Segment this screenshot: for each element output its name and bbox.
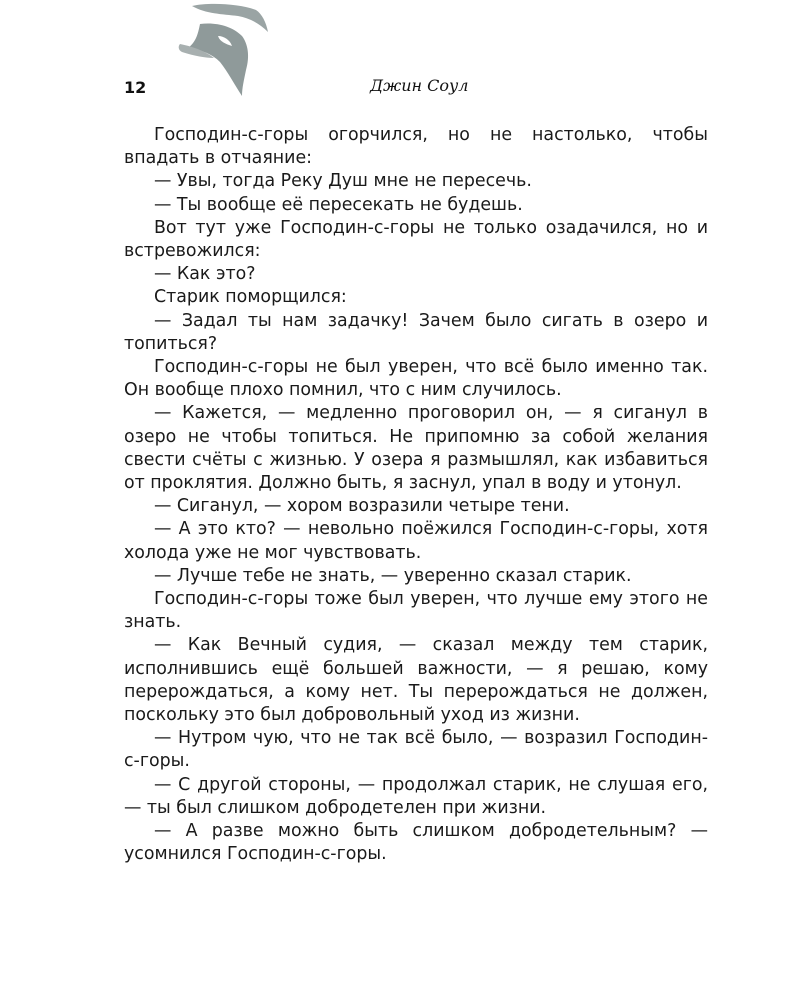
paragraph: — Как это? bbox=[154, 264, 256, 285]
paragraph: — А разве можно быть слишком добродетельным? — усомнился Господин-с-горы. bbox=[124, 821, 708, 865]
paragraph: — Лучше тебе не знать, — уверенно сказал старик. bbox=[154, 565, 632, 586]
paragraph: — Сиганул, — хором возразили четыре тени. bbox=[154, 496, 570, 517]
paragraph: — Увы, тогда Реку Душ мне не пересечь. bbox=[154, 171, 532, 192]
paragraph: Господин-с-горы огорчился, но не настолько, чтобы впадать в отчаяние: bbox=[124, 125, 708, 169]
paragraph: Господин-с-горы не был уверен, что всё было именно так. Он вообще плохо помнил, что с ним случилось. bbox=[124, 357, 708, 401]
paragraph: Вот тут уже Господин-с-горы не только озадачился, но и встревожился: bbox=[124, 217, 708, 262]
paragraph: — Задал ты нам задачку! Зачем было сигать в озеро и топиться? bbox=[124, 310, 708, 354]
body-text bbox=[124, 124, 708, 867]
paragraph: Старик поморщился: bbox=[154, 287, 347, 308]
paragraph: — А это кто? — невольно поёжился Господин-с-горы, хотя холода уже не мог чувствовать. bbox=[124, 519, 708, 563]
paragraph: — Как Вечный судия, — сказал между тем старик, исполнившись ещё большей важности, — я решаю, кому перерождаться, а кому нет. Ты перерождаться не должен, поскольку это был добровольный уход из жизни. bbox=[124, 635, 708, 726]
page-number: 12 bbox=[124, 78, 147, 97]
page-header bbox=[124, 76, 708, 104]
paragraph: — С другой стороны, — продолжал старик, не слушая его, — ты был слишком добродетелен при жизни. bbox=[124, 774, 708, 818]
paragraph: — Кажется, — медленно проговорил он, — я сиганул в озеро не чтобы топиться. Не припомню за собой желания свести счёты с жизнью. У озера я размышлял, как избавиться от проклятия. Должно быть, я заснул, упал в воду и утонул. bbox=[124, 403, 708, 494]
paragraph: Господин-с-горы тоже был уверен, что лучше ему этого не знать. bbox=[124, 589, 708, 633]
paragraph: — Нутром чую, что не так всё было, — возразил Господин-с-горы. bbox=[124, 728, 708, 772]
running-title: Джин Соул bbox=[370, 76, 469, 95]
paragraph: — Ты вообще её пересекать не будешь. bbox=[154, 194, 523, 215]
